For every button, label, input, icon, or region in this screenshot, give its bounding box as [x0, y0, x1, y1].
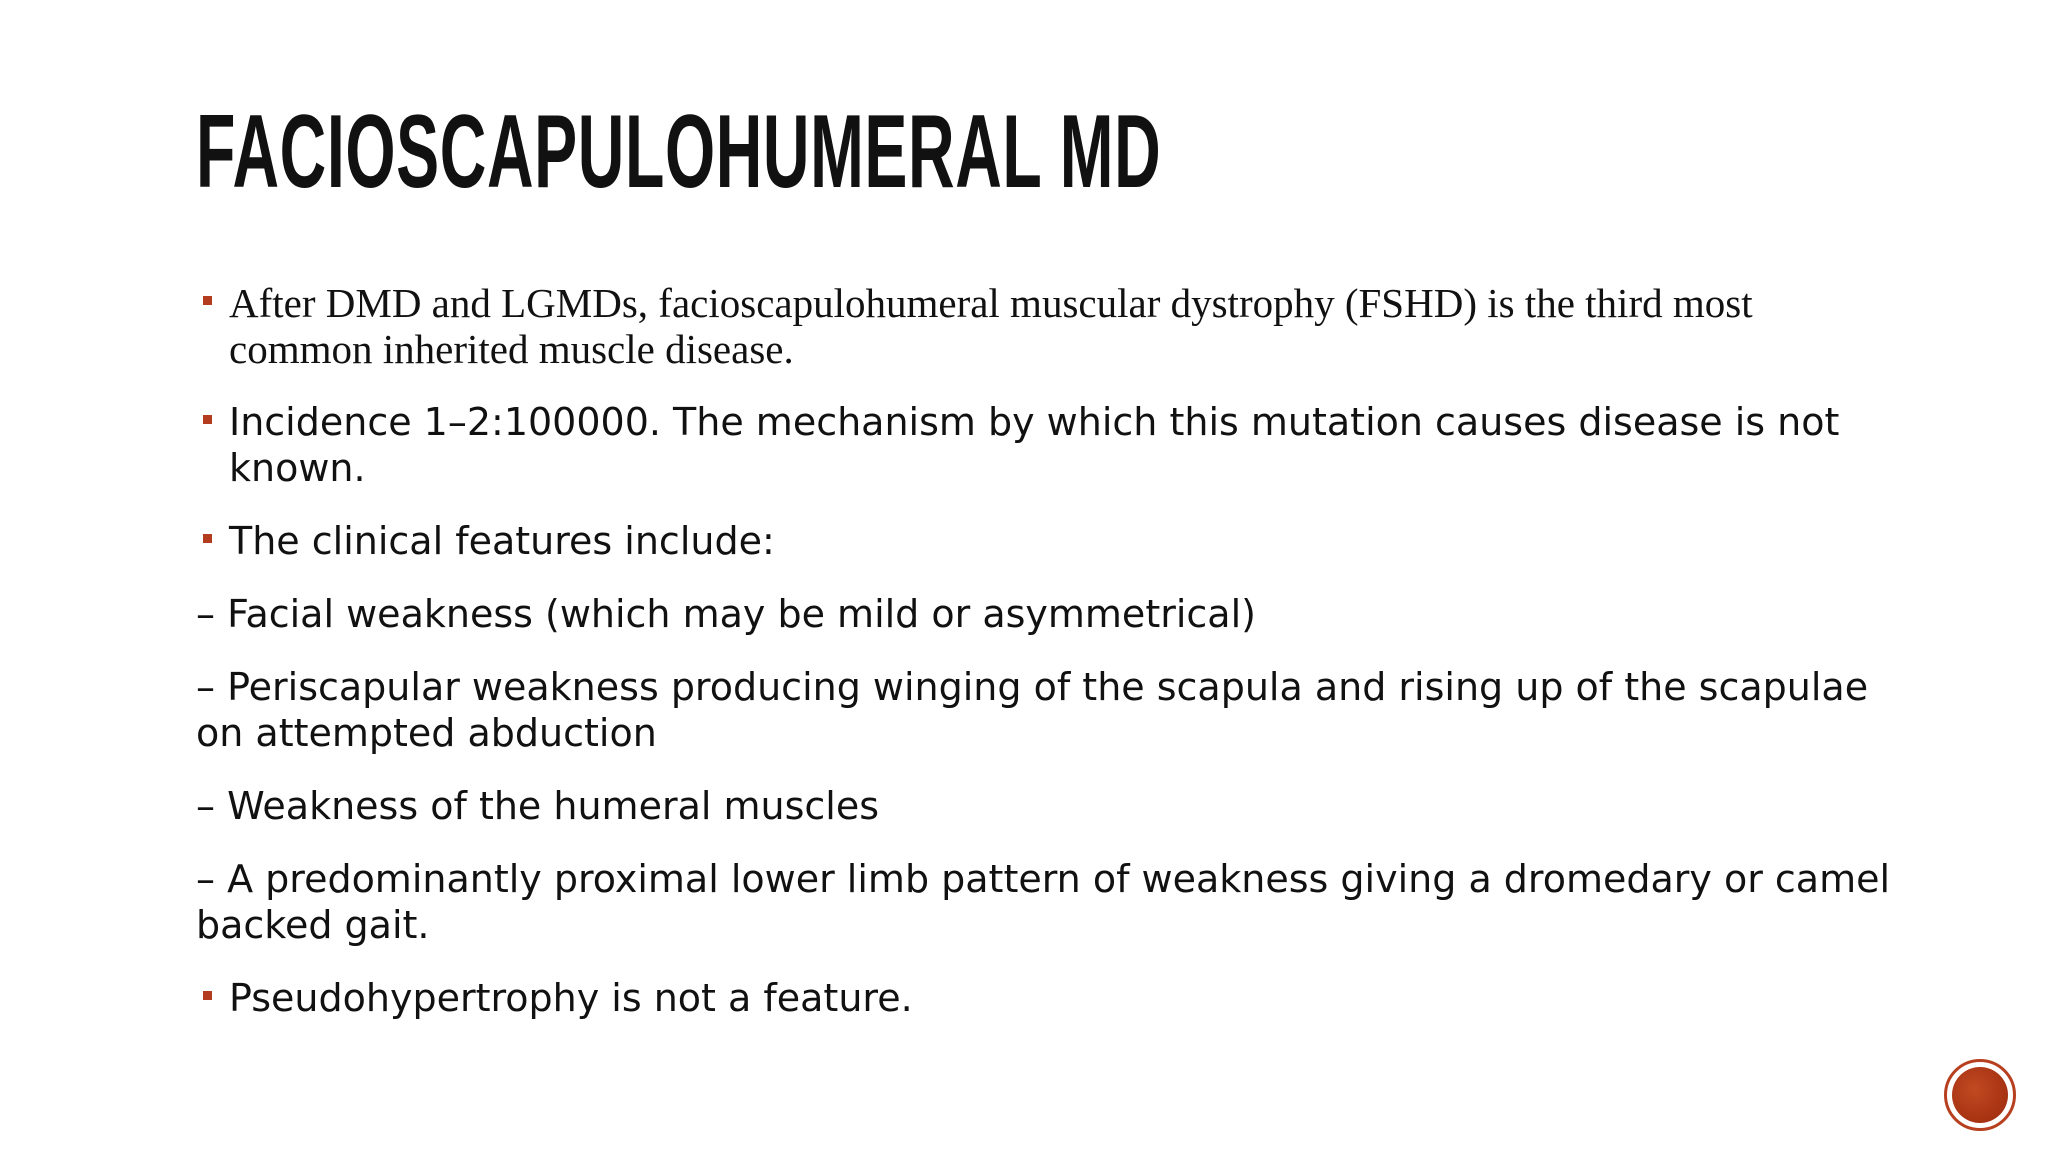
sub-paragraph: [196, 783, 1896, 829]
sub-paragraph: [196, 591, 1896, 637]
bullet-paragraph: [196, 399, 1896, 491]
paragraph-text: Pseudohypertrophy is not a feature.: [229, 976, 913, 1020]
sub-paragraph: [196, 856, 1896, 948]
slide-body: [196, 280, 1896, 1048]
square-bullet-icon: [203, 534, 212, 543]
square-bullet-icon: [203, 296, 212, 305]
paragraph-text: – A predominantly proximal lower limb pattern of weakness giving a dromedary or camel backed gait.: [196, 857, 1891, 947]
paragraph-text: – Periscapular weakness producing winging of the scapula and rising up of the scapulae on attempted abduction: [196, 665, 1869, 755]
circle-badge-icon: [1944, 1059, 2016, 1131]
square-bullet-icon: [203, 991, 212, 1000]
bullet-paragraph: [196, 518, 1896, 564]
paragraph-text: Incidence 1–2:100000. The mechanism by which this mutation causes disease is not known.: [229, 400, 1840, 490]
paragraph-text: – Weakness of the humeral muscles: [196, 784, 880, 828]
slide-title: FACIOSCAPULOHUMERAL MD: [196, 94, 1162, 210]
paragraph-text: After DMD and LGMDs, facioscapulohumeral muscular dystrophy (FSHD) is the third most common inherited muscle disease.: [229, 280, 1753, 372]
paragraph-text: – Facial weakness (which may be mild or asymmetrical): [196, 592, 1256, 636]
paragraph-text: The clinical features include:: [229, 519, 775, 563]
bullet-paragraph: [196, 280, 1896, 372]
sub-paragraph: [196, 664, 1896, 756]
bullet-paragraph: [196, 975, 1896, 1021]
circle-badge-fill: [1952, 1067, 2008, 1123]
square-bullet-icon: [203, 415, 212, 424]
